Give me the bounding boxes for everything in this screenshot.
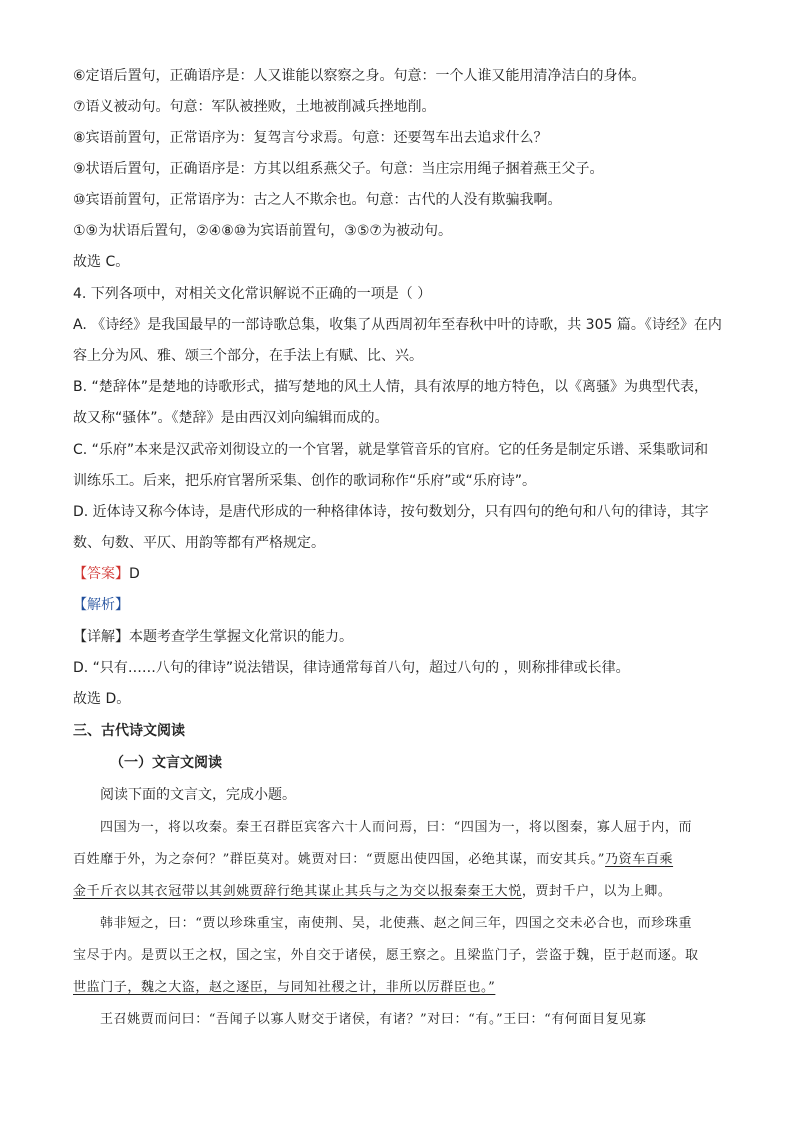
explanation-line: D. “只有……八句的律诗”说法错误，律诗通常每首八句，超过八句的 ，则称排律或长律。: [73, 660, 630, 676]
detail-text: 本题考查学生掌握文化常识的能力。: [129, 629, 353, 645]
passage-line: [73, 850, 673, 870]
subsection-heading: （一）文言文阅读: [110, 755, 222, 771]
passage-line: [73, 882, 671, 902]
passage-line: 韩非短之，曰：“贾以珍珠重宝，南使荆、吴，北使燕、赵之间三年，四国之交未必合也，而珍珠重: [100, 916, 693, 931]
passage-line: [73, 978, 495, 998]
text-line: 故选 C。: [73, 254, 130, 270]
analysis-label: 【解析】: [73, 597, 129, 613]
option-b-line1: B. “楚辞体”是楚地的诗歌形式，描写楚地的风土人情，具有浓厚的地方特色，以《离骚》为典型代表，: [73, 379, 709, 395]
option-b-line2: 故又称“骚体”。《楚辞》是由西汉刘向编辑而成的。: [73, 410, 389, 426]
text-line: ⑨状语后置句，正确语序是：方其以组系燕父子。句意：当庄宗用绳子捆着燕王父子。: [73, 161, 604, 177]
passage-line: 宝尽于内。是贾以王之权，国之宝，外自交于诸侯，愿王察之。且梁监门子，尝盗于魏，臣于赵而逐。取: [73, 948, 699, 963]
option-a-line1: A. 《诗经》是我国最早的一部诗歌总集，收集了从西周初年至春秋中叶的诗歌，共 305 篇。《诗经》在内: [73, 317, 722, 333]
section-heading: 三、古代诗文阅读: [73, 723, 185, 739]
instruction-line: 阅读下面的文言文，完成小题。: [100, 787, 296, 803]
answer-row: [73, 564, 140, 584]
text-line: ⑧宾语前置句，正常语序为：复驾言兮求焉。句意：还要驾车出去追求什么？: [73, 130, 548, 146]
choice-line: 故选 D。: [73, 691, 131, 707]
passage-line: 四国为一，将以攻秦。秦王召群臣宾客六十人而问焉，曰：“四国为一，将以图秦，寡人屈于内，而: [100, 820, 693, 835]
option-c-line1: C. “乐府”本来是汉武帝刘彻设立的一个官署，就是掌管音乐的官府。它的任务是制定乐谱、采集歌词和: [73, 442, 709, 458]
detail-row: [73, 627, 353, 647]
passage-line: 王召姚贾而问曰：“吾闻子以寡人财交于诸侯，有诸？”对曰：“有。”王曰：“有何面目复见寡: [100, 1012, 647, 1027]
answer-value: D: [129, 566, 140, 582]
detail-tag: 【详解】: [73, 629, 129, 645]
underlined-text: 乃资车百乘: [605, 852, 674, 867]
option-d-line2: 数、句数、平仄、用韵等都有严格规定。: [73, 535, 325, 551]
answer-tag: 【答案】: [73, 566, 129, 582]
text-line: ①⑨为状语后置句，②④⑧⑩为宾语前置句，③⑤⑦为被动句。: [73, 223, 452, 239]
passage-text: 百姓靡于外，为之奈何？”群臣莫对。姚贾对曰：“贾愿出使四国，必绝其谋，而安其兵。”: [73, 852, 606, 867]
passage-text: ，贾封千户，以为上卿。: [521, 884, 672, 899]
option-a-line2: 容上分为风、雅、颂三个部分，在手法上有赋、比、兴。: [73, 348, 423, 364]
underlined-text: 金千斤衣以其衣冠带以其剑姚贾辞行绝其谋止其兵与之为交以报秦秦王大悦: [73, 884, 522, 899]
underlined-text: 世监门子，魏之大盗，赵之逐臣，与同知社稷之计，非所以厉群臣也。”: [73, 980, 496, 995]
text-line: ⑥定语后置句，正确语序是：人又谁能以察察之身。句意：一个人谁又能用清净洁白的身体。: [73, 68, 646, 84]
analysis-tag: [73, 595, 129, 615]
text-line: ⑩宾语前置句，正常语序为：古之人不欺余也。句意：古代的人没有欺骗我啊。: [73, 192, 562, 208]
question-4: 4. 下列各项中，对相关文化常识解说不正确的一项是（ ）: [73, 286, 432, 302]
text-line: ⑦语义被动句。句意：军队被挫败，土地被削减兵挫地削。: [73, 99, 436, 115]
option-d-line1: D. 近体诗又称今体诗，是唐代形成的一种格律体诗，按句数划分，只有四句的绝句和八句的律诗，其字: [73, 504, 709, 520]
option-c-line2: 训练乐工。后来，把乐府官署所采集、创作的歌词称作“乐府”或“乐府诗”。: [73, 473, 537, 489]
